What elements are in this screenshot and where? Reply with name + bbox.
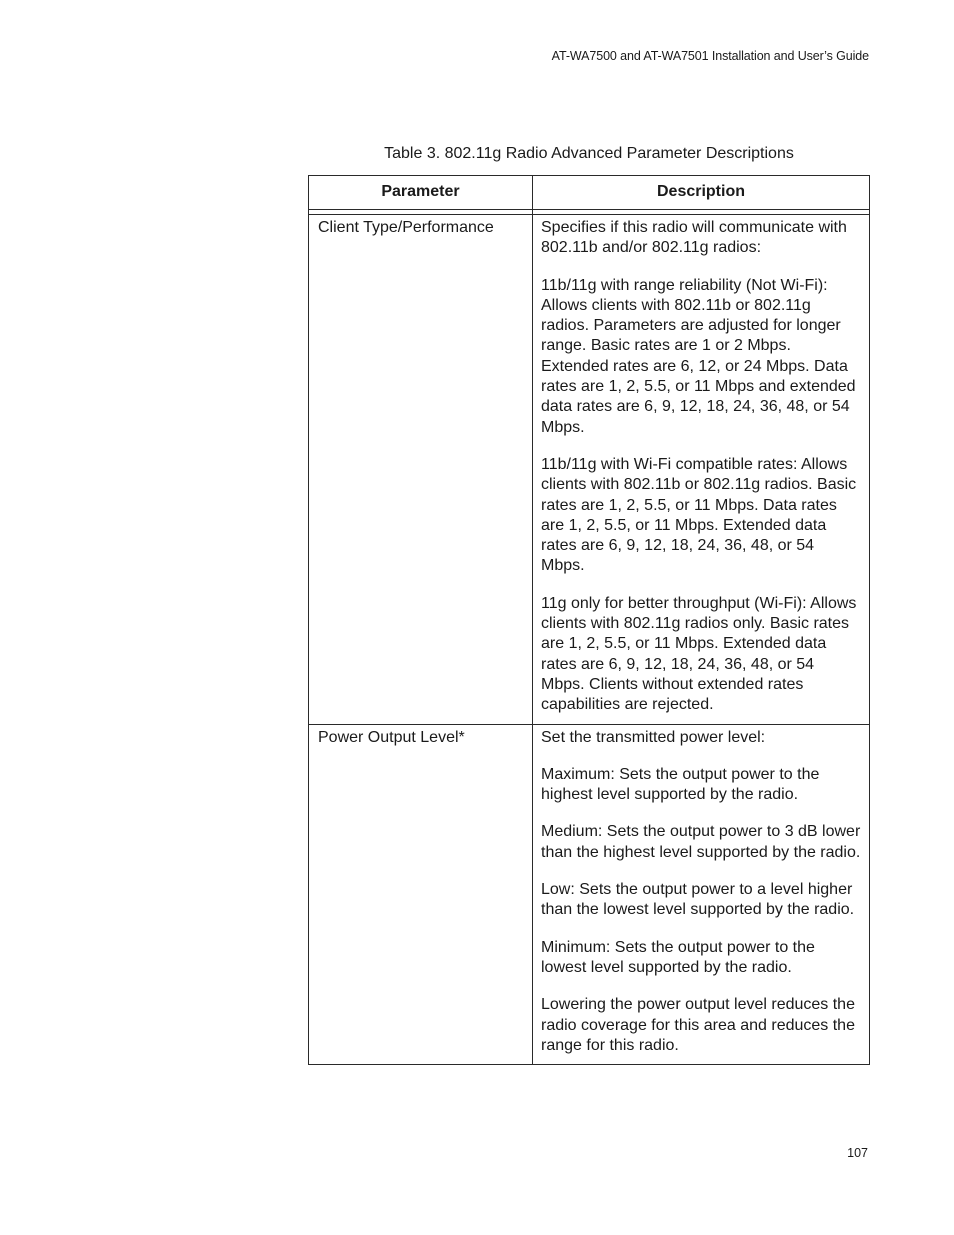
parameter-name: Power Output Level* [309, 724, 533, 1065]
table-row [309, 215, 870, 725]
description-paragraph: 11b/11g with range reliability (Not Wi-Fi): Allows clients with 802.11b or 802.11g radios. Parameters are adjusted for longer range. Basic rates are 1 or 2 Mbps. Extended rates are 6, 12, or 24 Mbps. Data rates are 1, 2, 5.5, or 11 Mbps and extended data rates are 6, 9, 12, 18, 24, 36, 48, or 54 Mbps. [541, 276, 856, 436]
table-row [309, 724, 870, 1065]
description-paragraph: Specifies if this radio will communicate with 802.11b and/or 802.11g radios: [541, 219, 847, 257]
parameter-table [308, 175, 870, 1065]
description-paragraph: Low: Sets the output power to a level higher than the lowest level supported by the radio. [541, 881, 855, 919]
running-header: AT-WA7500 and AT-WA7501 Installation and User’s Guide [551, 49, 869, 63]
parameter-description [533, 215, 870, 725]
table-caption: Table 3. 802.11g Radio Advanced Parameter Descriptions [384, 145, 794, 162]
column-header-parameter: Parameter [309, 176, 533, 210]
description-paragraph: Lowering the power output level reduces the radio coverage for this area and reduces the range for this radio. [541, 996, 855, 1054]
table-header-row [309, 176, 870, 210]
description-paragraph: Maximum: Sets the output power to the highest level supported by the radio. [541, 765, 820, 804]
column-header-description: Description [533, 176, 870, 210]
parameter-description [533, 724, 870, 1065]
description-paragraph: 11g only for better throughput (Wi-Fi): Allows clients with 802.11g radios only. Basic rates are 1, 2, 5.5, or 11 Mbps. Extended data rates are 6, 9, 12, 18, 24, 36, 48, or 54 Mbps. Clients without extended rates capabilities are rejected. [541, 594, 857, 714]
parameter-name: Client Type/Performance [309, 215, 533, 725]
page-number: 107 [847, 1146, 868, 1160]
description-paragraph: Medium: Sets the output power to 3 dB lower than the highest level supported by the radio. [541, 823, 861, 861]
description-paragraph: 11b/11g with Wi-Fi compatible rates: Allows clients with 802.11b or 802.11g radios. Basic rates are 1, 2, 5.5, or 11 Mbps. Data rates are 1, 2, 5.5, or 11 Mbps. Extended data rates are 6, 9, 12, 18, 24, 36, 48, or 54 Mbps. [541, 455, 857, 575]
description-paragraph: Minimum: Sets the output power to the lowest level supported by the radio. [541, 938, 815, 976]
description-paragraph: Set the transmitted power level: [541, 728, 766, 746]
